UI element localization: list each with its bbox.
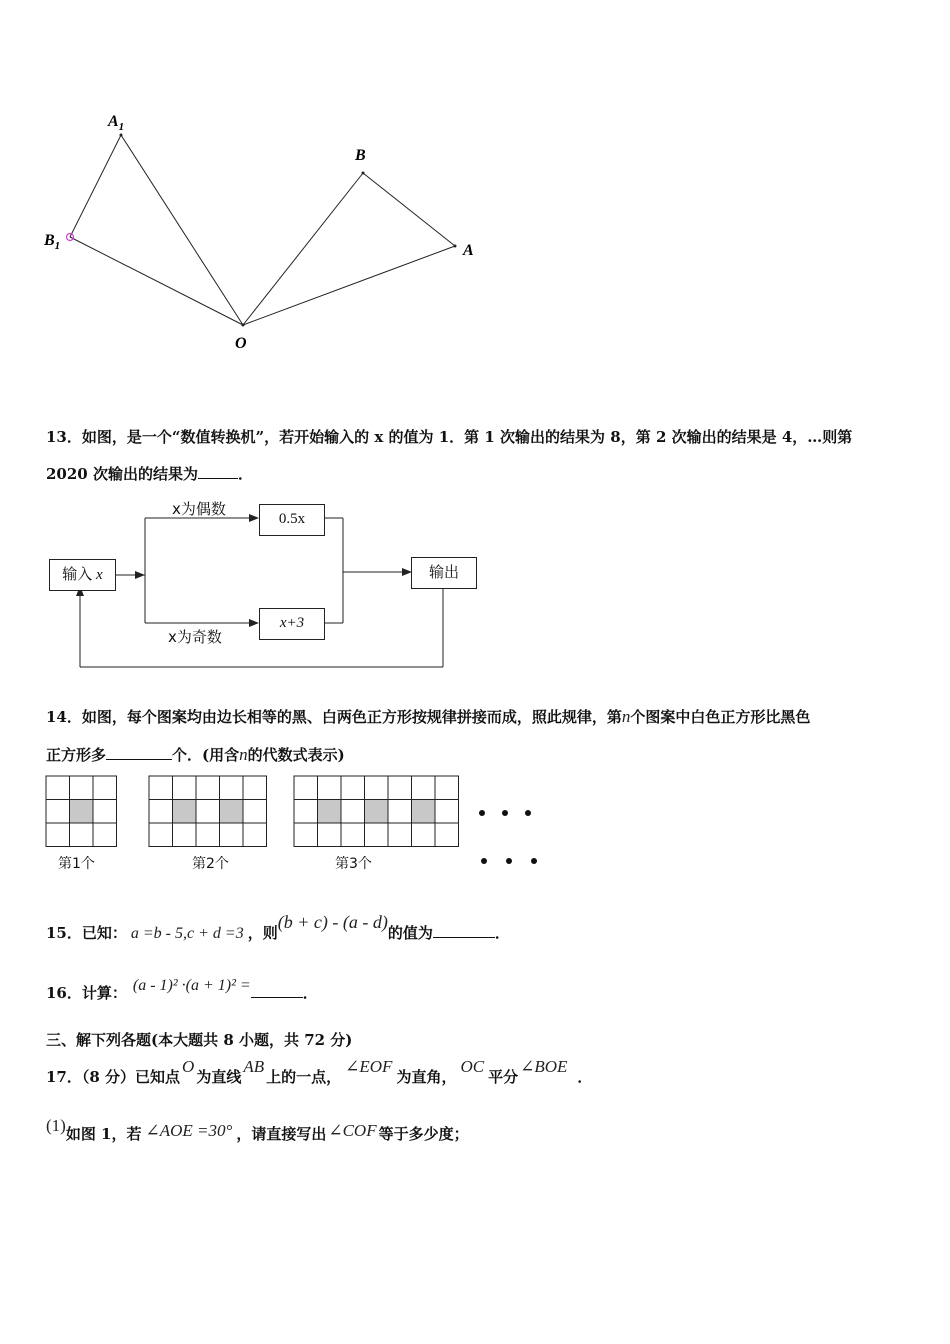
white-square — [46, 800, 70, 824]
white-square — [318, 823, 342, 847]
white-square — [196, 823, 220, 847]
q13-answer-blank[interactable] — [198, 464, 238, 479]
white-square — [435, 823, 459, 847]
black-square — [365, 800, 389, 824]
white-square — [294, 823, 318, 847]
pattern-caption-2: 第2个 — [192, 856, 229, 872]
flow-output-box: 输出 — [411, 557, 477, 589]
flow-even-box: 0.5x — [259, 504, 325, 536]
label-o: O — [235, 335, 247, 352]
segment-b-a — [363, 173, 455, 246]
q16: 16．计算： (a - 1)² ·(a + 1)² = ． — [46, 977, 318, 1002]
white-square — [196, 776, 220, 800]
section3-title: 三、解下列各题(本大题共 8 小题，共 72 分) — [46, 1031, 353, 1049]
white-square — [341, 800, 365, 824]
q13-line2: 2020 次输出的结果为 ． — [46, 465, 253, 483]
white-square — [341, 823, 365, 847]
q14-line1: 14．如图，每个图案均由边长相等的黑、白两色正方形按规律拼接而成，照此规律，第n个图案中白色正方形比黑色 — [46, 707, 811, 726]
white-square — [435, 800, 459, 824]
white-square — [318, 776, 342, 800]
q16-answer-blank[interactable] — [251, 983, 303, 998]
white-square — [388, 776, 412, 800]
segment-b1-o — [70, 237, 243, 325]
label-a: A — [463, 242, 474, 259]
white-square — [173, 823, 197, 847]
white-square — [412, 823, 436, 847]
black-square — [220, 800, 244, 824]
white-square — [294, 776, 318, 800]
white-square — [173, 776, 197, 800]
q15: 15．已知： a =b - 5,c + d =3 ，则(b + c) - (a - d)的值为 ． — [46, 912, 510, 942]
q13-line1: 13．如图，是一个“数值转换机”，若开始输入的 x 的值为 1．第 1 次输出的结果为 8，第 2 次输出的结果是 4，…则第 — [46, 428, 853, 446]
segment-a1-b1 — [70, 135, 121, 237]
white-square — [196, 800, 220, 824]
flow-input-box: 输入 x — [49, 559, 116, 591]
black-square — [318, 800, 342, 824]
flow-even-label: x为偶数 — [172, 500, 226, 518]
pattern-figures — [40, 770, 480, 850]
flow-odd-label: x为奇数 — [168, 628, 222, 646]
white-square — [149, 776, 173, 800]
q14-answer-blank[interactable] — [106, 745, 172, 760]
white-square — [243, 776, 267, 800]
white-square — [70, 776, 94, 800]
white-square — [412, 776, 436, 800]
segment-a1-o — [121, 135, 243, 325]
geometry-figure — [40, 105, 490, 360]
white-square — [243, 800, 267, 824]
white-square — [220, 823, 244, 847]
label-b: B — [355, 147, 366, 164]
white-square — [93, 776, 117, 800]
white-square — [365, 823, 389, 847]
white-square — [365, 776, 389, 800]
black-square — [70, 800, 94, 824]
white-square — [435, 776, 459, 800]
q14-line2: 正方形多 个．(用含n的代数式表示) — [46, 745, 345, 764]
white-square — [93, 823, 117, 847]
label-a1: $A_1$ — [108, 113, 125, 133]
white-square — [46, 776, 70, 800]
white-square — [149, 800, 173, 824]
q15-answer-blank[interactable] — [433, 923, 495, 938]
white-square — [220, 776, 244, 800]
white-square — [388, 800, 412, 824]
white-square — [341, 776, 365, 800]
flow-odd-box: x+3 — [259, 608, 325, 640]
label-b1: $B_1$ — [44, 232, 61, 252]
black-square — [173, 800, 197, 824]
black-square — [412, 800, 436, 824]
pattern-caption-3: 第3个 — [335, 856, 372, 872]
white-square — [70, 823, 94, 847]
white-square — [149, 823, 173, 847]
white-square — [388, 823, 412, 847]
q17-part1: (1)如图 1，若 ∠AOE =30° ，请直接写出 ∠COF 等于多少度； — [46, 1116, 469, 1143]
pattern-caption-1: 第1个 — [58, 856, 95, 872]
white-square — [93, 800, 117, 824]
white-square — [294, 800, 318, 824]
white-square — [243, 823, 267, 847]
white-square — [46, 823, 70, 847]
q17-stem: 17．（8 分）已知点O为直线AB上的一点，∠EOF为直角，OC平分∠BOE． — [46, 1057, 593, 1086]
